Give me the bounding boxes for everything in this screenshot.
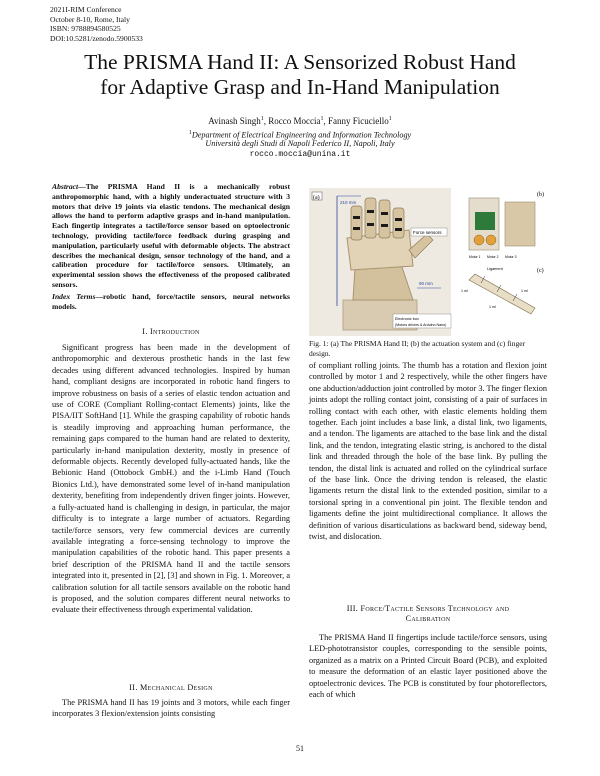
link-label-3: 1 ml (521, 289, 528, 293)
author-3: Fanny Ficuciello (328, 116, 389, 126)
introduction-paragraph: Significant progress has been made in the development of anthropomorphic and dexterous prosthetic hands in the last few decades using different advanced technologies. Inspired by human hand, compliant designs are incorporated in robotic hand fingers to improve robustness on basis of a series of elastic tendon actuation and use of CORE (Compliant Rolling-contact Elements) joints, like the PISA/IIT SoftHand [1]. While the grasping capability of robotic hands is steadily improving and approaching human performance, the remaining gaps compared to the human hand are related to dexterity, particularly in-hand manipulation dexterity, mostly in presence of deformable objects. Recently developed fully-actuated hands, like the Bebionic Hand (Ottobock GmbH.) and the i-Limb Hand (Touch Bionics Ltd.), have demonstrated some level of in-hand manipulation dexterity, benefiting from independently driven finger joints. However, a fully-actuated hand is challenging in design, in particular, the major difficulty is to integrate a large number of actuators. Regarding tactile/force sensors, very few commercial devices are currently available integrating a force-sensing technology to improve the manipulation capabilities of the robotic hand. This paper presents a brief description of the PRISMA hand II and the tactile sensors integrated into it, presented in [2], [3] and shown in Fig. 1. Moreover, a calibration solution for all tactile sensors available on the robotic hand is proposed, and the solution compares different neural networks to evaluate their effectiveness through experimental validation. (52, 343, 290, 615)
figure-1 (309, 188, 549, 336)
isbn: ISBN: 9788894580525 (50, 24, 121, 34)
author-email[interactable]: rocco.moccia@unina.it (249, 150, 351, 159)
section-heading-introduction (52, 327, 290, 337)
section-heading-sensors (309, 604, 547, 624)
mechanical-body (52, 697, 290, 720)
figure-1-graphic (309, 188, 549, 336)
motor-gear-2 (486, 235, 496, 245)
section-number: I. (142, 327, 151, 336)
panel-c-background (455, 264, 549, 336)
section-title: Mechanical Design (140, 683, 213, 692)
sensors-paragraph: The PRISMA Hand II fingertips include tactile/force sensors, using LED-phototransistor couples, corresponding to the sensible points, organized as a matrix on a Printed Circuit Board (PCB), and exploited to measure the deformation of an elastic layer positioned above the optoelectronic devices. The PCB is constituted by four photoreflectors, each of which (309, 633, 547, 700)
motor-1-label: Motor 1 (469, 255, 481, 259)
motor-3-label: Motor 3 (505, 255, 517, 259)
affil-sup: 1 (388, 116, 392, 122)
title-line-2: for Adaptive Grasp and In-Hand Manipulation (100, 75, 500, 99)
affil-sup: 1 (320, 116, 324, 122)
author-1: Avinash Singh (208, 116, 261, 126)
page-number: 51 (296, 744, 304, 753)
ligament-label: Ligament (487, 267, 503, 271)
actuation-pcb (475, 212, 495, 230)
conference-name: 2021I-RIM Conference (50, 5, 122, 14)
affiliation-dept: Department of Electrical Engineering and Information Technology (191, 130, 412, 140)
abstract-text: The PRISMA Hand II is a mechanically robust anthropomorphic hand, with a highly underactuated structure with 3 motors that drive 19 joints via elastic tendons. The mechanical design allows the hand to perform adaptive grasps and in-hand manipulation. Each fingertip integrates a tactile/force sensor based on optoelectronic technology, providing tactile/force feedback during grasping and manipulation, particularly useful with deformable objects. The abstract describes the mechanical design, sensor technology of the hand, and a calibration procedure for tactile/force sensors. Ultimately, an experimental session shows the effectiveness of the proposed calibrated sensors. (52, 182, 290, 289)
panel-b-label: (b) (537, 192, 544, 198)
section-number: II. (129, 683, 141, 692)
motor-2-label: Motor 2 (487, 255, 499, 259)
conference-dates: October 8-10, Rome, Italy (50, 14, 130, 24)
dimension-side-label: 90 mm (419, 281, 433, 286)
actuation-side-view (505, 202, 535, 246)
panel-c-label: (c) (537, 268, 544, 274)
mechanical-paragraph: The PRISMA hand II has 19 joints and 3 motors, while each finger incorporates 3 flexion/extension joints consisting (52, 698, 290, 719)
index-terms-lead: Index Terms (52, 292, 96, 301)
sensors-body (309, 632, 547, 700)
doi: DOI:10.5281/zenodo.5900533 (50, 33, 143, 43)
mechanical-body-continued (309, 360, 547, 543)
electronic-box-label: Electronic box (395, 317, 419, 321)
section-title: Introduction (150, 327, 200, 336)
paper-title (20, 50, 580, 100)
abstract (52, 182, 290, 290)
section-heading-mechanical (52, 683, 290, 693)
conference-header (50, 5, 143, 43)
figure-1-caption: Fig. 1: (a) The PRISMA Hand II; (b) the actuation system and (c) finger design. (309, 339, 526, 358)
link-label-2: 1 ml (489, 305, 496, 309)
motor-gear-1 (474, 235, 484, 245)
author-list (0, 114, 600, 127)
mechanical-paragraph-continued: of compliant rolling joints. The thumb has a rotation and flexion joint controlled by motor 1 and 2 respectively, while the other fingers have one abduction/adduction joint controlled by motor 3. The finger flexion joints adopt the rolling contact joint, consisting of a pair of surfaces in rolling contact with each other, with elastic elements holding them together. Each joint includes a base link, a distal link, two ligaments, and a tendon. The ligaments are attached to the base link and the distal link, and the tendon, integrating elastic string, is anchored to the distal link and threaded through the hole of the base link. By pulling the tendon, the distal link is actuated and rolled on the cylindrical surface of the base link. Once the driving tendon is released, the elastic ligaments return the distal link to the extended position, similar to a torsional spring in a conventional pin joint. The flexible tendon and ligaments define the joint multidirectional compliance. It allows the definition of various disarticulations as backward bend, sideway bend, twist, and dislocation. (309, 361, 547, 542)
sep: , (323, 116, 329, 126)
section-title-line-2: Calibration (405, 614, 451, 623)
title-line-1: The PRISMA Hand II: A Sensorized Robust Hand (84, 50, 516, 74)
section-title-line-1: Force/Tactile Sensors Technology and (360, 604, 510, 613)
link-label-1: 1 ml (461, 289, 468, 293)
affil-sup: 1 (188, 130, 192, 136)
affiliation-line-2: Università degli Studi di Napoli Federico II, Napoli, Italy (205, 139, 395, 148)
panel-a-label: (a) (313, 195, 320, 201)
affil-sup: 1 (260, 116, 264, 122)
force-sensors-label: Force sensors (413, 230, 442, 235)
electronic-box-sub-label: (Motors drivers & Arduino Nano) (395, 323, 447, 327)
index-terms (52, 292, 290, 312)
author-2: Rocco Moccia (268, 116, 321, 126)
index-terms-text: —robotic hand, force/tactile sensors, neural networks models. (52, 292, 291, 311)
sep: , (263, 116, 269, 126)
introduction-body (52, 342, 290, 616)
section-number: III. (346, 604, 361, 613)
abstract-lead: Abstract— (52, 182, 86, 191)
dimension-top-label: 210 mm (340, 200, 357, 205)
